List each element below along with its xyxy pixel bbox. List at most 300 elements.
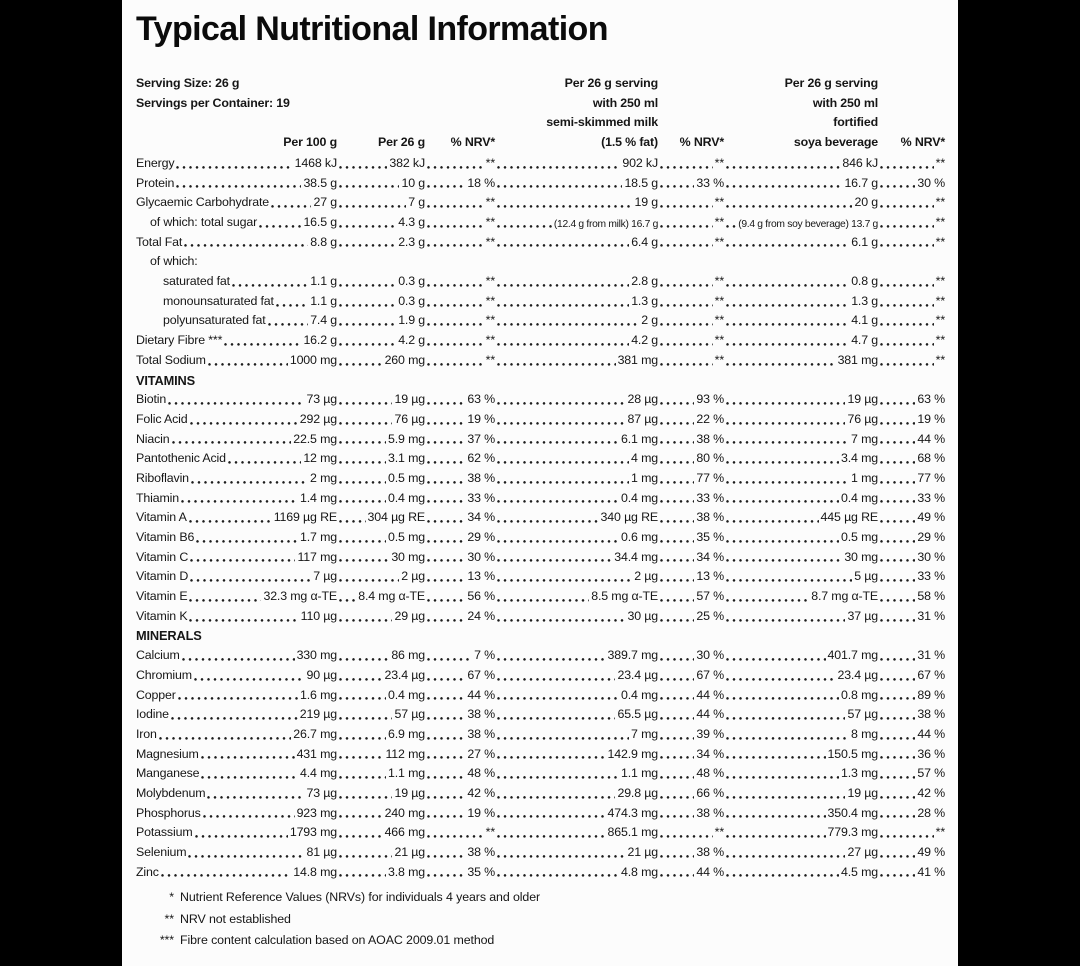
cell-nrv2: [658, 528, 724, 548]
value-soya: 20 g: [854, 195, 878, 210]
value-nrv1: **: [485, 195, 495, 210]
cell-v26: [337, 528, 425, 548]
nutrient-label: of which:: [150, 254, 198, 269]
nutrient-label: Folic Acid: [136, 411, 188, 426]
value-v26: 4.3 g: [398, 215, 425, 230]
cell-nrv1: [425, 272, 495, 292]
value-soya: 401.7 mg: [827, 648, 878, 663]
value-milk: 28 µg: [627, 392, 658, 407]
cell-milk: [495, 272, 658, 292]
value-v26: 57 µg: [394, 707, 425, 722]
dot-leader: [339, 421, 392, 426]
value-nrv3: 31 %: [917, 648, 945, 663]
dot-leader: [427, 440, 465, 445]
cell-nutrient: [136, 804, 337, 824]
dot-leader: [726, 736, 849, 741]
cell-nrv3: [878, 449, 945, 469]
dot-leader: [497, 362, 616, 367]
dot-leader: [880, 598, 915, 603]
value-milk: 4.8 mg: [621, 864, 658, 879]
value-nrv1: 44 %: [467, 687, 495, 702]
cell-nrv3: [878, 213, 945, 233]
dot-leader: [184, 243, 308, 248]
value-milk: 21 µg: [627, 845, 658, 860]
dot-leader: [660, 283, 713, 288]
dot-leader: [497, 716, 615, 721]
cell-nrv1: [425, 430, 495, 450]
value-nrv1: **: [485, 274, 495, 289]
cell-v26: [337, 567, 425, 587]
dot-leader: [339, 204, 406, 209]
value-nrv3: **: [935, 195, 945, 210]
nutrient-label: Vitamin K: [136, 608, 188, 623]
dot-leader: [726, 283, 849, 288]
value-per-100g: 110 µg: [300, 608, 337, 623]
dot-leader: [427, 539, 465, 544]
cell-soya: [724, 823, 878, 843]
value-nrv2: 35 %: [696, 530, 724, 545]
value-per-100g: 1000 mg: [289, 352, 337, 367]
value-milk: 1 mg: [631, 470, 658, 485]
dot-leader: [660, 362, 713, 367]
serving-size: Serving Size: 26 g: [136, 76, 240, 90]
table-row: [136, 587, 945, 607]
cell-soya: [724, 646, 878, 666]
dot-leader: [339, 362, 383, 367]
value-nrv1: 7 %: [474, 648, 495, 663]
value-nrv2: 33 %: [696, 490, 724, 505]
value-nrv3: 57 %: [917, 766, 945, 781]
dot-leader: [880, 362, 934, 367]
value-v26: 23.4 µg: [384, 667, 425, 682]
cell-v26: [337, 331, 425, 351]
value-nrv1: 30 %: [467, 549, 495, 564]
value-per-100g: 1.1 g: [310, 274, 337, 289]
nutrient-label: Chromium: [136, 667, 192, 682]
dot-leader: [427, 401, 465, 406]
cell-nrv2: [658, 646, 724, 666]
cell-v26: [337, 233, 425, 253]
cell-v26: [337, 213, 425, 233]
value-v26: 3.1 mg: [388, 451, 425, 466]
value-milk: 2 g: [641, 313, 658, 328]
cell-nrv1: [425, 233, 495, 253]
value-nrv3: 36 %: [917, 746, 945, 761]
dot-leader: [660, 460, 694, 465]
cell-nrv1: [425, 193, 495, 213]
value-soya: 350.4 mg: [827, 805, 878, 820]
dot-leader: [880, 736, 915, 741]
value-per-100g: 330 mg: [296, 648, 337, 663]
dot-leader: [880, 165, 934, 170]
dot-leader: [497, 854, 625, 859]
value-per-100g: 26.7 mg: [293, 726, 337, 741]
cell-nrv1: [425, 804, 495, 824]
value-nrv2: 34 %: [696, 746, 724, 761]
section-header: [136, 371, 945, 391]
cell-soya: [724, 686, 878, 706]
dot-leader: [427, 598, 465, 603]
soya-header-line-3: fortified: [833, 115, 878, 129]
value-nrv1: 67 %: [467, 667, 495, 682]
dot-leader: [182, 657, 295, 662]
dot-leader: [660, 677, 694, 682]
soya-header-line-4: soya beverage: [793, 134, 878, 149]
table-row: [136, 764, 945, 784]
cell-nrv1: [425, 666, 495, 686]
dot-leader: [660, 165, 713, 170]
dot-leader: [726, 814, 826, 819]
value-milk: 2 µg: [634, 569, 658, 584]
nutrient-label: Niacin: [136, 431, 170, 446]
cell-nrv2: [658, 469, 724, 489]
value-per-100g: 431 mg: [296, 746, 337, 761]
value-nrv3: **: [935, 293, 945, 308]
cell-nrv1: [425, 686, 495, 706]
value-per-100g: 81 µg: [306, 845, 337, 860]
value-soya: 150.5 mg: [827, 746, 878, 761]
value-soya: 5 µg: [854, 569, 878, 584]
cell-nrv2: [658, 587, 724, 607]
dot-leader: [224, 342, 301, 347]
dot-leader: [427, 755, 465, 760]
value-nrv2: **: [714, 825, 724, 840]
dot-leader: [660, 421, 694, 426]
table-row: [136, 705, 945, 725]
cell-nutrient: [136, 764, 337, 784]
value-v26: 6.9 mg: [388, 726, 425, 741]
dot-leader: [159, 736, 292, 741]
nutrition-label-sheet: [122, 0, 958, 966]
nutrient-label: Vitamin A: [136, 510, 187, 525]
dot-leader: [726, 165, 840, 170]
dot-leader: [660, 696, 694, 701]
value-v26: 76 µg: [394, 411, 425, 426]
cell-nutrient: [136, 430, 337, 450]
cell-nrv1: [425, 213, 495, 233]
nutrient-label: Potassium: [136, 825, 193, 840]
column-header-nrv-3: % NRV*: [900, 134, 945, 149]
value-nrv2: 34 %: [696, 549, 724, 564]
cell-nrv3: [878, 764, 945, 784]
dot-leader: [339, 775, 386, 780]
dot-leader: [880, 480, 915, 485]
dot-leader: [339, 519, 366, 524]
value-nrv3: 41 %: [917, 864, 945, 879]
dot-leader: [271, 204, 311, 209]
dot-leader: [427, 303, 484, 308]
value-nrv3: 33 %: [917, 569, 945, 584]
value-nrv3: **: [935, 352, 945, 367]
cell-nrv1: [425, 587, 495, 607]
cell-soya: [724, 528, 878, 548]
value-nrv3: 58 %: [917, 589, 945, 604]
cell-nrv3: [878, 272, 945, 292]
value-nrv2: 48 %: [696, 766, 724, 781]
value-per-100g: 117 mg: [297, 549, 337, 564]
value-soya: 3.4 mg: [841, 451, 878, 466]
cell-v26: [337, 863, 425, 883]
dot-leader: [339, 283, 396, 288]
cell-milk: [495, 587, 658, 607]
cell-nrv3: [878, 745, 945, 765]
value-milk: 389.7 mg: [607, 648, 658, 663]
cell-milk: [495, 646, 658, 666]
dot-leader: [660, 204, 713, 209]
cell-v26: [337, 764, 425, 784]
cell-nrv1: [425, 410, 495, 430]
value-milk: 23.4 µg: [617, 667, 658, 682]
value-per-100g: 16.2 g: [303, 333, 337, 348]
cell-nrv2: [658, 843, 724, 863]
dot-leader: [880, 322, 934, 327]
cell-nutrient: [136, 193, 337, 213]
cell-nrv3: [878, 489, 945, 509]
table-row: [136, 272, 945, 292]
dot-leader: [194, 677, 305, 682]
value-nrv1: 27 %: [467, 746, 495, 761]
nutrient-label: Biotin: [136, 392, 167, 407]
cell-nrv3: [878, 193, 945, 213]
table-row: [136, 528, 945, 548]
cell-nutrient: [136, 863, 337, 883]
dot-leader: [726, 755, 826, 760]
dot-leader: [427, 421, 465, 426]
cell-v26: [337, 587, 425, 607]
cell-soya: [724, 233, 878, 253]
dot-leader: [880, 421, 915, 426]
dot-leader: [497, 814, 606, 819]
cell-nrv2: [658, 705, 724, 725]
value-milk: (12.4 g from milk) 16.7 g: [553, 218, 658, 230]
value-soya: 779.3 mg: [827, 825, 878, 840]
cell-soya: [724, 725, 878, 745]
value-nrv1: **: [485, 825, 495, 840]
value-v26: 10 g: [401, 175, 425, 190]
cell-nutrient: [136, 174, 337, 194]
value-v26: 3.8 mg: [388, 864, 425, 879]
value-nrv2: 39 %: [696, 726, 724, 741]
cell-nutrient: [136, 607, 337, 627]
dot-leader: [427, 460, 465, 465]
cell-nrv1: [425, 351, 495, 371]
value-soya: 0.4 mg: [841, 490, 878, 505]
value-milk: 0.6 mg: [621, 530, 658, 545]
value-nrv3: 44 %: [917, 431, 945, 446]
value-nrv3: 44 %: [917, 726, 945, 741]
footnote-marker: *: [169, 890, 174, 905]
cell-soya: [724, 764, 878, 784]
dot-leader: [880, 184, 915, 189]
table-row: [136, 331, 945, 351]
value-per-100g: 1.4 mg: [300, 490, 337, 505]
value-soya: 23.4 µg: [837, 667, 878, 682]
dot-leader: [726, 657, 826, 662]
column-header-nrv-2: % NRV*: [679, 134, 724, 149]
value-milk: 65.5 µg: [617, 707, 658, 722]
table-row: [136, 312, 945, 332]
value-soya: 7 mg: [851, 431, 878, 446]
footnote-marker: **: [164, 911, 174, 926]
dot-leader: [497, 696, 619, 701]
cell-nrv3: [878, 725, 945, 745]
dot-leader: [178, 696, 298, 701]
value-soya: 381 mg: [837, 352, 878, 367]
column-header-milk: [495, 74, 658, 152]
dot-leader: [660, 342, 713, 347]
cell-nrv3: [878, 548, 945, 568]
value-soya: 30 mg: [844, 549, 878, 564]
cell-nrv2: [658, 764, 724, 784]
nutrient-label: VITAMINS: [136, 372, 195, 388]
table-row: [136, 784, 945, 804]
cell-milk: [495, 863, 658, 883]
table-row: [136, 292, 945, 312]
cell-nutrient: [136, 331, 337, 351]
cell-nrv2: [658, 193, 724, 213]
nutrient-label: Energy: [136, 155, 175, 170]
cell-nrv3: [878, 233, 945, 253]
dot-leader: [660, 303, 713, 308]
cell-milk: [495, 567, 658, 587]
cell-nutrient: [136, 390, 337, 410]
value-per-100g: 73 µg: [306, 392, 337, 407]
dot-leader: [339, 322, 396, 327]
value-milk: 6.4 g: [631, 234, 658, 249]
value-milk: 340 µg RE: [600, 510, 658, 525]
cell-v26: [337, 686, 425, 706]
table-row: [136, 410, 945, 430]
value-milk: 1.1 mg: [621, 766, 658, 781]
dot-leader: [497, 873, 619, 878]
dot-leader: [195, 834, 288, 839]
value-per-100g: 1468 kJ: [294, 155, 337, 170]
dot-leader: [339, 834, 383, 839]
milk-header-line-4: (1.5 % fat): [601, 134, 658, 149]
value-per-100g: 38.5 g: [303, 175, 337, 190]
dot-leader: [497, 440, 619, 445]
cell-v26: [337, 745, 425, 765]
dot-leader: [339, 499, 386, 504]
cell-nrv1: [425, 528, 495, 548]
value-per-100g: 7.4 g: [310, 313, 337, 328]
dot-leader: [427, 873, 465, 878]
cell-nutrient: [136, 469, 337, 489]
value-nrv2: **: [714, 352, 724, 367]
section-header: [136, 627, 945, 647]
cell-soya: [724, 567, 878, 587]
cell-nrv3: [878, 705, 945, 725]
cell-nrv1: [425, 725, 495, 745]
dot-leader: [339, 598, 356, 603]
cell-soya: [724, 489, 878, 509]
value-nrv3: 68 %: [917, 451, 945, 466]
value-milk: 142.9 mg: [607, 746, 658, 761]
cell-nutrient: [136, 548, 337, 568]
value-per-100g: 14.8 mg: [293, 864, 337, 879]
value-v26: 5.9 mg: [388, 431, 425, 446]
value-milk: 87 µg: [627, 411, 658, 426]
value-soya: 0.8 g: [851, 274, 878, 289]
cell-v26: [337, 548, 425, 568]
value-nrv1: 35 %: [467, 864, 495, 879]
cell-soya: [724, 331, 878, 351]
value-per-100g: 8.8 g: [310, 234, 337, 249]
cell-v26: [337, 351, 425, 371]
nutrient-label: Vitamin C: [136, 549, 189, 564]
value-v26: 19 µg: [394, 392, 425, 407]
value-per-100g: 2 mg: [310, 470, 337, 485]
dot-leader: [880, 519, 915, 524]
dot-leader: [189, 598, 261, 603]
value-per-100g: 1.6 mg: [300, 687, 337, 702]
value-nrv1: 37 %: [467, 431, 495, 446]
dot-leader: [497, 401, 625, 406]
value-nrv2: 22 %: [696, 411, 724, 426]
value-nrv2: 38 %: [696, 431, 724, 446]
dot-leader: [726, 775, 839, 780]
cell-nrv2: [658, 804, 724, 824]
cell-nutrient: [136, 843, 337, 863]
dot-leader: [726, 224, 736, 229]
cell-soya: [724, 213, 878, 233]
cell-milk: [495, 469, 658, 489]
table-row: [136, 823, 945, 843]
footnote-text: Nutrient Reference Values (NRVs) for individuals 4 years and older: [180, 890, 541, 905]
cell-nrv3: [878, 292, 945, 312]
cell-nutrient: [136, 312, 337, 332]
value-soya: 445 µg RE: [820, 510, 878, 525]
dot-leader: [726, 480, 849, 485]
cell-v26: [337, 449, 425, 469]
serving-info: [136, 74, 337, 113]
cell-milk: [495, 193, 658, 213]
dot-leader: [427, 184, 465, 189]
value-nrv1: 18 %: [467, 175, 495, 190]
table-row: [136, 154, 945, 174]
cell-nrv1: [425, 154, 495, 174]
value-v26: 19 µg: [394, 785, 425, 800]
value-nrv3: **: [935, 155, 945, 170]
dot-leader: [497, 775, 619, 780]
value-nrv3: **: [935, 333, 945, 348]
dot-leader: [427, 322, 484, 327]
dot-leader: [190, 421, 298, 426]
cell-nutrient: [136, 508, 337, 528]
value-nrv3: 30 %: [917, 175, 945, 190]
value-v26: 0.5 mg: [388, 470, 425, 485]
cell-nrv1: [425, 469, 495, 489]
value-milk: 2.8 g: [631, 274, 658, 289]
table-row: [136, 567, 945, 587]
cell-nrv3: [878, 863, 945, 883]
value-nrv3: 33 %: [917, 490, 945, 505]
nutrient-label: monounsaturated fat: [163, 293, 274, 308]
dot-leader: [427, 716, 465, 721]
dot-leader: [660, 873, 694, 878]
dot-leader: [190, 558, 295, 563]
cell-nrv1: [425, 174, 495, 194]
value-v26: 382 kJ: [389, 155, 425, 170]
table-row: [136, 233, 945, 253]
dot-leader: [497, 558, 612, 563]
dot-leader: [880, 775, 915, 780]
dot-leader: [497, 480, 629, 485]
cell-v26: [337, 174, 425, 194]
cell-milk: [495, 528, 658, 548]
cell-nrv2: [658, 272, 724, 292]
dot-leader: [497, 657, 606, 662]
